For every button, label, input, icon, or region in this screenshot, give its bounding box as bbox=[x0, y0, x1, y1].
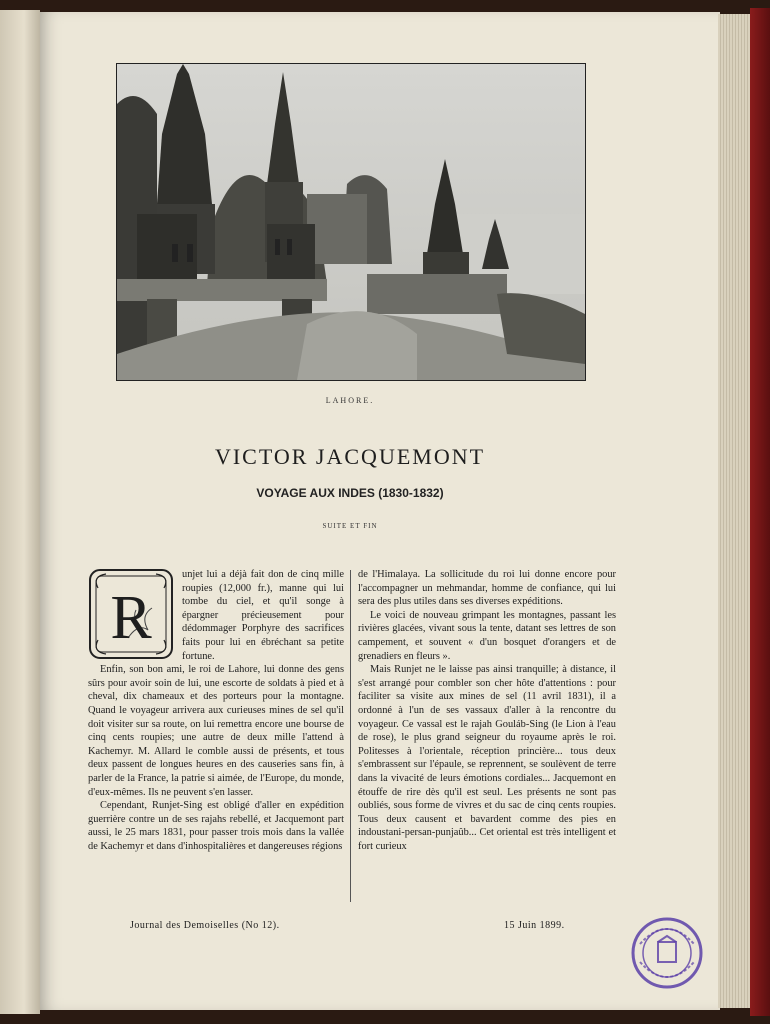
column-divider bbox=[350, 570, 351, 902]
article-subtitle: VOYAGE AUX INDES (1830-1832) bbox=[256, 486, 444, 500]
date-footer: 15 Juin 1899. bbox=[504, 920, 565, 931]
article-title: VICTOR JACQUEMONT bbox=[214, 444, 486, 469]
right-paragraph-1: de l'Himalaya. La sollicitude du roi lui donne encore pour l'accompagner un mehmandar, homme de confiance, qui lui sera des plus utiles dans ses diverses expéditions. bbox=[358, 569, 616, 608]
right-paragraph-3: Mais Runjet ne le laisse pas ainsi tranquille; à distance, il s'est arrangé pour combler son cher hôte d'attentions : pour faciliter sa visite aux mines de sel (11 avril 1831), il a ordonné à l'un de ses vassaux d'aller à la rencontre du voyageur. Ce vassal est le rajah Gouláb-Sing (le Lion à l'eau de rose), le plus grand seigneur du royaume après le roi. Politesses à l'orientale, réception princière... tous deux s'embrassent sur l'épaule, se reprennent, se soulèvent de terre dans la vivacité de leurs émotions cordiales... Jacquemont en étouffe de rire dès qu'il est seul. Les présents ne sont pas oubliés, sous forme de vivres et du sac de cinq cents roupies. Tous deux causent et bavardent comme des pies en indoustani-persan-punjaûb... Cet oriental est très intelligent et fort curieux bbox=[358, 664, 616, 852]
page-stack-edge bbox=[718, 14, 752, 1008]
left-paragraph-3: Cependant, Runjet-Sing est obligé d'aller en expédition guerrière contre un de ses rajahs rebellé, et Jacquemont part aussi, le 25 mars 1831, pour passer trois mois dans la vallée de Kachemyr et dans d'inhospitalières et dangereuses régions bbox=[88, 800, 344, 852]
lahore-photograph bbox=[116, 63, 586, 381]
left-paragraph-1: unjet lui a déjà fait don de cinq mille roupies (12,000 fr.), manne qui lui tombe du ciel, et qu'il songe à épargner précieusement pour dédommager Porphyre des sacrifices faits pour lui en ébréchant sa petite fortune. bbox=[182, 569, 344, 662]
suite-et-fin-label: SUITE ET FIN bbox=[322, 522, 378, 530]
library-stamp-icon bbox=[628, 914, 706, 992]
right-column bbox=[358, 568, 616, 853]
journal-footer: Journal des Demoiselles (No 12). bbox=[130, 920, 280, 931]
right-paragraph-2: Le voici de nouveau grimpant les montagnes, passant les rivières glacées, vivant sous la tente, datant ses lettres de son campement, et souvent « d'un bosquet d'orangers et de grenadiers en fleurs ». bbox=[358, 609, 616, 662]
left-paragraph-2: Enfin, son bon ami, le roi de Lahore, lui donne des gens sûrs pour avoir soin de lui, une escorte de soldats à pied et à cheval, dix chameaux et des porteurs pour la montagne. Quand le voyageur arrivera aux curieuses mines de sel qu'il doit visiter sur sa route, on lui remettra encore une bourse de cinq cents roupies; une autre de deux mille l'attend à Kachemyr. M. Allard le comble aussi de présents, et tous deux passent de longues heures en des causeries sans fin, à parler de la France, la patrie si aimée, de l'Europe, du monde, d'eux-mêmes. Ils ne peuvent s'en lasser. bbox=[88, 664, 344, 798]
book-cover bbox=[750, 8, 770, 1016]
photo-caption: LAHORE. bbox=[325, 396, 375, 405]
left-page-edge bbox=[0, 10, 40, 1014]
dropcap-letter: R bbox=[110, 584, 152, 652]
left-column bbox=[88, 568, 344, 853]
ornamental-dropcap bbox=[88, 568, 174, 660]
